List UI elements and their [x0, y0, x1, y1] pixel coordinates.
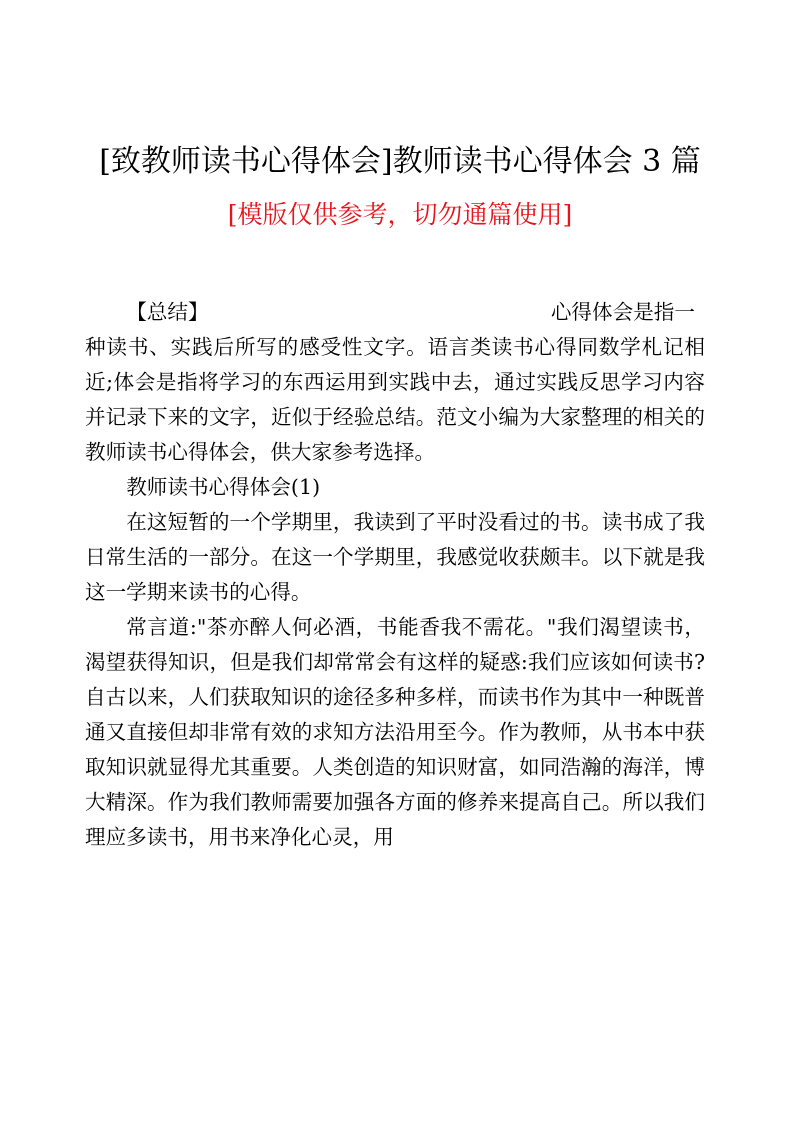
paragraph-2: 常言道:"茶亦醉人何必酒，书能香我不需花。"我们渴望读书，渴望获得知识，但是我们却常常会有这样的疑惑:我们应该如何读书?自古以来，人们获取知识的途径多种多样，而读书作为其中一种既普通又直接但却非常有效的求知方法沿用至今。作为教师，从书本中获取知识就显得尤其重要。人类创造的知识财富，如同浩瀚的海洋，博大精深。作为我们教师需要加强各方面的修养来提高自己。所以我们理应多读书，用书来净化心灵，用 [85, 615, 705, 849]
summary-first-line [85, 295, 705, 330]
document-body [85, 295, 705, 855]
summary-first-tail: 心得体会是指一 [550, 300, 695, 324]
summary-label: 【总结】 [126, 300, 209, 324]
summary-paragraph: 种读书、实践后所写的感受性文字。语言类读书心得同数学札记相近;体会是指将学习的东西运用到实践中去，通过实践反思学习内容并记录下来的文字，近似于经验总结。范文小编为大家整理的相关的教师读书心得体会，供大家参考选择。 [85, 335, 705, 464]
paragraph-1: 在这短暂的一个学期里，我读到了平时没看过的书。读书成了我日常生活的一部分。在这一个学期里，我感觉收获颇丰。以下就是我这一学期来读书的心得。 [85, 510, 705, 604]
template-notice: [模版仅供参考，切勿通篇使用] [227, 200, 573, 229]
section-heading: 教师读书心得体会(1) [126, 475, 321, 499]
document-title: [致教师读书心得体会]教师读书心得体会 3 篇 [99, 144, 701, 179]
